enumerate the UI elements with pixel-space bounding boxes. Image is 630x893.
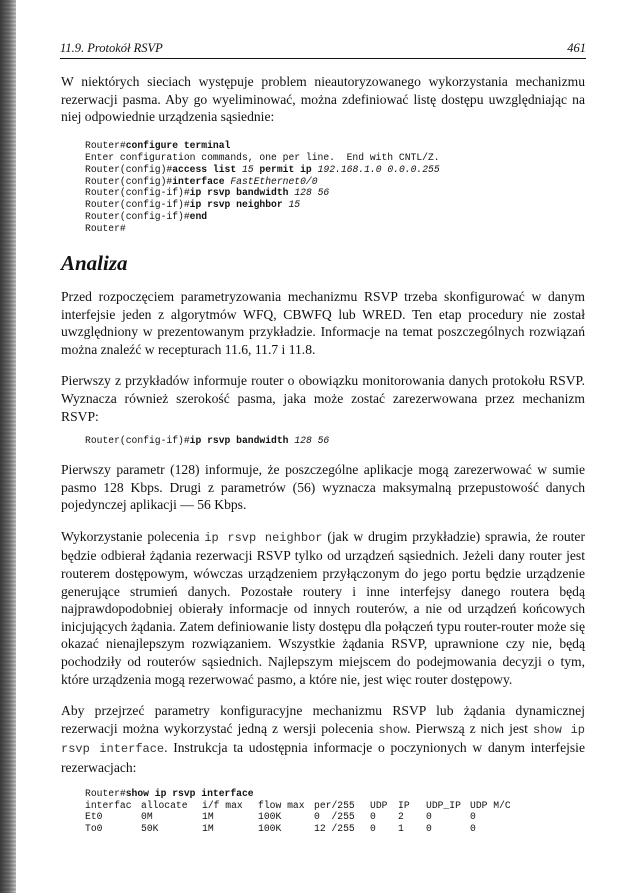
column-header: interfac [85,799,132,811]
inline-code: show [378,722,408,737]
column-header: i/f max [202,799,243,811]
header-rule [60,58,586,59]
section-title: 11.9. Protokół RSVP [60,41,163,55]
page-binding-edge [0,0,16,893]
column-header: UDP [370,799,388,811]
table-cell: 100K [258,811,282,823]
page-content [61,73,585,835]
show-command-line: Router#show ip rsvp interface [85,787,254,799]
table-header-row [85,800,522,812]
column-header: allocate [141,799,188,811]
column-header: flow max [258,799,305,811]
table-cell: 0M [141,811,153,823]
table-cell: 12 /255 [314,823,355,835]
table-cell: Et0 [85,811,103,823]
paragraph-5: Aby przejrzeć parametry konfiguracyjne mechanizmu RSVP lub żądania dynamicznej rezerwacji można wykorzystać jedną z wersji polecenia show. Pierwszą z nich jest show ip rsvp interface. Instrukcja ta udostępnia informacje o poczynionych w danym interfejsie rezerwacjach: [61,703,585,775]
paragraph-3: Pierwszy parametr (128) informuje, że poszczególne aplikacje mogą zarezerwować w sumie pasmo 128 Kbps. Drugi z parametrów (56) wyznacza maksymalną przepustowość danych pojedynczej aplikacji — 56 Kbps. [61,462,585,513]
table-cell: 0 [470,811,476,823]
section-heading: Analiza [61,251,128,276]
column-header: per/255 [314,799,355,811]
table-cell: 1M [202,811,214,823]
rsvp-interface-table [85,800,522,836]
table-cell: 0 [426,823,432,835]
table-cell: 1M [202,823,214,835]
table-row [85,811,522,823]
table-cell: 1 [398,823,404,835]
page-number: 461 [567,41,586,55]
paragraph-2: Pierwszy z przykładów informuje router o obowiązku monitorowania danych protokołu RSVP. Wyznacza również szerokość pasma, jaka może zostać zarezerwowana przez mechanizm RSVP: [61,373,585,424]
running-header [60,41,586,61]
table-cell: 50K [141,823,159,835]
table-cell: 100K [258,823,282,835]
paragraph-4: Wykorzystanie polecenia ip rsvp neighbor (jak w drugim przykładzie) sprawia, że router będzie odbierał żądania rezerwacji RSVP tylko od urządzeń sąsiednich. Jeżeli dany router jest routerem dostępowym, wówczas urządzeniem przyłączonym do jego portu będzie urządzenie generujące strumień danych. Pozostałe routery i inne interfejsy danego routera będą najprawdopodobniej obierały informacje od innych routerów, a nie od urządzeń końcowych inicjujących żądania. Zatem definiowanie listy dostępu dla połączeń typu router-router może się okazać nienajlepszym rozwiązaniem. Wszystkie żądania RSVP, uprawnione czy nie, będą pochodziły od routerów sąsiednich. Najlepszym miejscem do podejmowania decyzji o tym, które urządzenia mogą rezerwować pasmo, a które nie, jest więc router dostępowy. [61,528,585,687]
table-cell: 0 /255 [314,811,355,823]
column-header: IP [398,799,410,811]
config-code-block: Router#configure terminal Enter configuration commands, one per line. End with CNTL/Z. Router(config)#access list 15 permit ip 192.168.1.0 0.0.0.255 Router(config)#interface FastEthernet0/0 Router(config-if)#ip rsvp bandwidth 128 56 Router(config-if)#ip rsvp neighbor 15 Router(config-if)#end Router# [85,139,440,235]
intro-paragraph: W niektórych sieciach występuje problem nieautoryzowanego wykorzystania mechanizmu rezerwacji pasma. Aby go wyeliminować, można zdefiniować listę dostępu uwzględniając na niej odpowiednie urządzenia sąsiednie: [61,74,585,125]
bandwidth-code-line: Router(config-if)#ip rsvp bandwidth 128 56 [85,435,330,447]
column-header: UDP M/C [470,799,511,811]
table-cell: 0 [426,811,432,823]
table-cell: 2 [398,811,404,823]
table-cell: 0 [370,811,376,823]
inline-code: ip rsvp neighbor [204,530,323,545]
paragraph-1: Przed rozpoczęciem parametryzowania mechanizmu RSVP trzeba skonfigurować w danym interfejsie jeden z algorytmów WFQ, CBWFQ lub WRED. Ten etap procedury nie został uwzględniony w prezentowanym przykładzie. Informacje na temat poszczególnych rozwiązań można znaleźć w recepturach 11.6, 11.7 i 11.8. [61,289,585,357]
table-cell: To0 [85,823,103,835]
column-header: UDP_IP [426,799,461,811]
inline-code: show ip rsvp interface [61,722,585,757]
table-row [85,823,522,835]
table-cell: 0 [370,823,376,835]
table-cell: 0 [470,823,476,835]
